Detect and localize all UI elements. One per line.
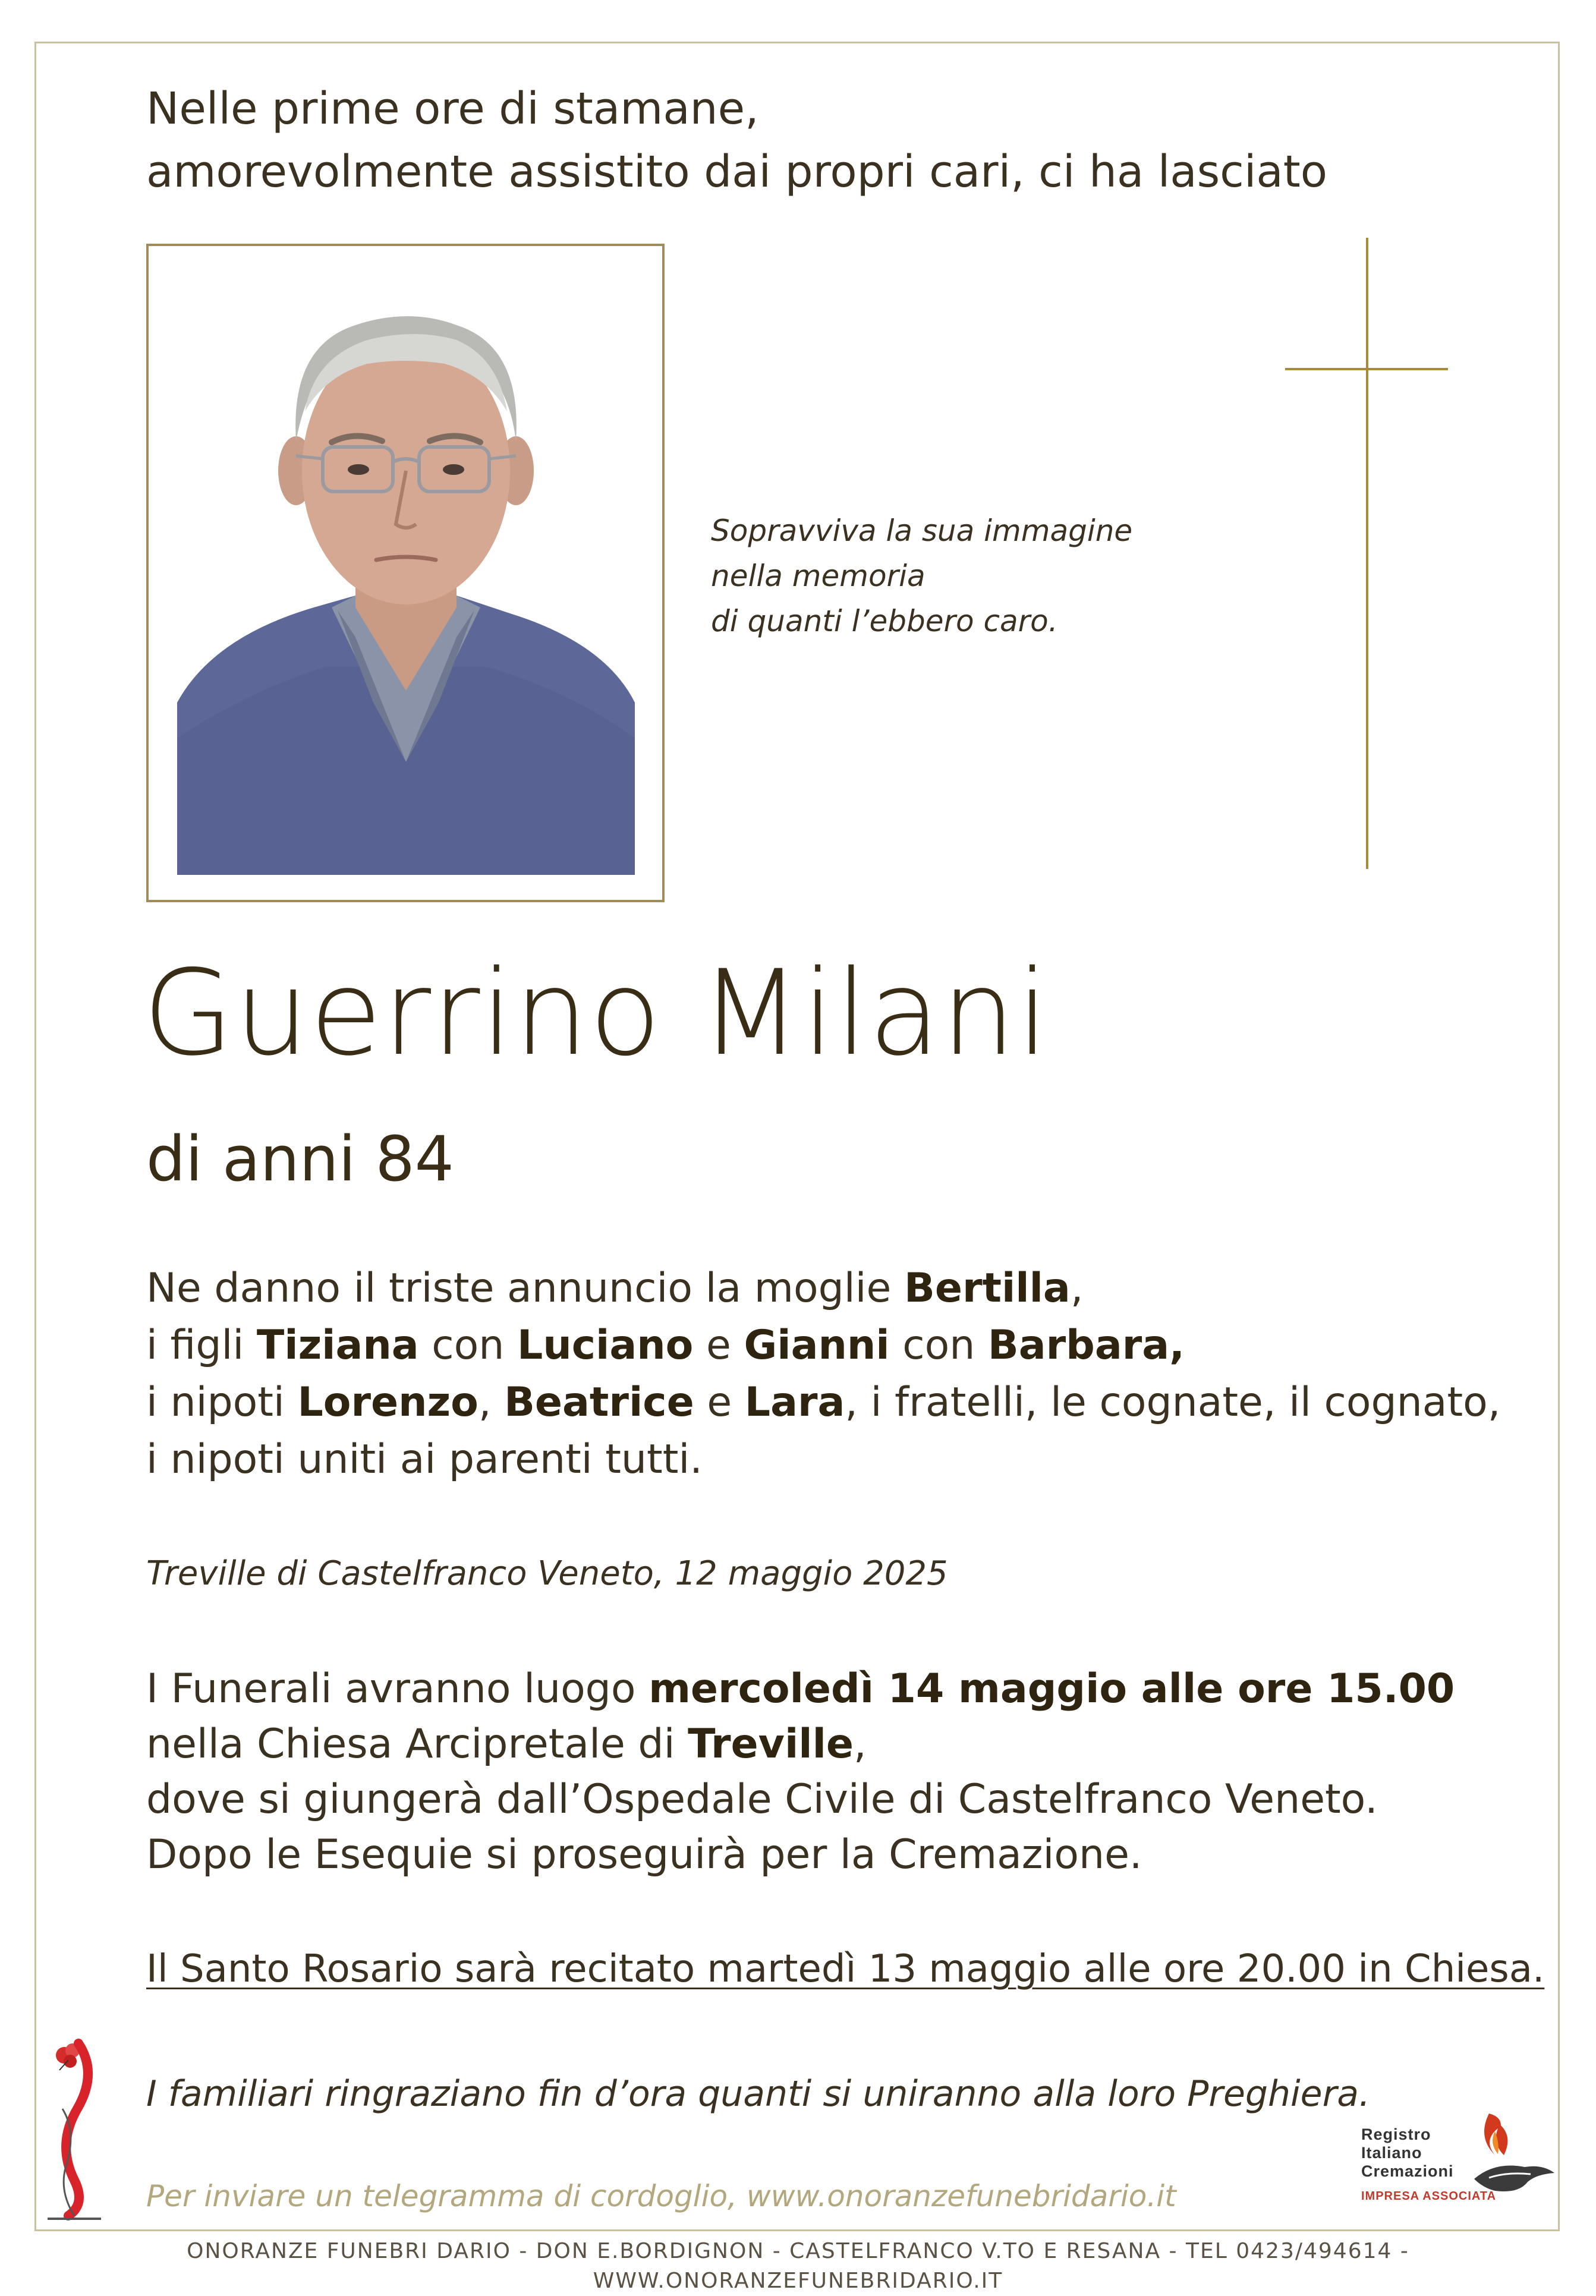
- funeral-details: [146, 1661, 1455, 1882]
- cross-icon-arm: [1285, 368, 1448, 370]
- text-span: ,: [854, 1721, 867, 1768]
- registro-logo-text: [1361, 2125, 1454, 2181]
- ribbon-flower-icon: [42, 2037, 107, 2222]
- relative-name: Tiziana: [256, 1322, 419, 1369]
- funeral-datetime: mercoledì 14 maggio alle ore 15.00: [649, 1665, 1455, 1712]
- text-span: i nipoti: [146, 1379, 298, 1426]
- funeral-line-1: [146, 1661, 1455, 1717]
- intro-text: [146, 77, 1327, 203]
- funeral-line-3: dove si giungerà dall’Ospedale Civile di Castelfranco Veneto.: [146, 1776, 1378, 1823]
- family-thanks: I familiari ringraziano fin d’ora quanti si uniranno alla loro Preghiera.: [146, 2073, 1371, 2115]
- relative-name: Luciano: [517, 1322, 694, 1369]
- text-span: ,: [478, 1379, 505, 1426]
- relative-name: Barbara,: [987, 1322, 1185, 1369]
- registro-subtitle: IMPRESA ASSOCIATA: [1361, 2190, 1497, 2203]
- relative-name: Gianni: [744, 1322, 890, 1369]
- quote-line-1: Sopravviva la sua immagine: [711, 514, 1133, 548]
- rosary-notice: Il Santo Rosario sarà recitato martedì 13 maggio alle ore 20.00 in Chiesa.: [146, 1947, 1545, 1991]
- text-span: con: [418, 1322, 517, 1369]
- text-span: i figli: [146, 1322, 257, 1369]
- text-span: nella Chiesa Arcipretale di: [146, 1721, 688, 1768]
- footer-contact: ONORANZE FUNEBRI DARIO - DON E.BORDIGNON - CASTELFRANCO V.TO E RESANA - TEL 0423/494614 - WWW.ONORANZEFUNEBRIDARIO.IT: [187, 2239, 1409, 2293]
- text-span: Ne danno il triste annuncio la moglie: [146, 1265, 904, 1312]
- funeral-line-2: [146, 1717, 1455, 1772]
- intro-line-1: Nelle prime ore di stamane,: [146, 83, 759, 134]
- portrait-photo: [177, 275, 635, 875]
- announcement-line-2: [146, 1317, 1500, 1374]
- quote-line-2: nella memoria: [711, 559, 926, 593]
- text-span: e: [693, 1322, 744, 1369]
- text-span: ,: [1070, 1265, 1084, 1312]
- registro-cremazioni-logo: [1361, 2108, 1557, 2224]
- funeral-line-4: Dopo le Esequie si proseguirà per la Cremazione.: [146, 1831, 1142, 1878]
- funeral-place: Treville: [688, 1721, 854, 1768]
- relative-name: Bertilla: [904, 1265, 1071, 1312]
- relative-name: Lorenzo: [297, 1379, 479, 1426]
- portrait-frame: [146, 244, 665, 902]
- place-date: Treville di Castelfranco Veneto, 12 maggio 2025: [146, 1554, 948, 1593]
- registro-line-2: Italiano: [1361, 2144, 1422, 2162]
- announcement-line-3: [146, 1374, 1500, 1431]
- deceased-name: Guerrino Milani: [143, 944, 1050, 1082]
- announcement-line-1: [146, 1260, 1500, 1317]
- text-span: I Funerali avranno luogo: [146, 1665, 649, 1712]
- text-span: con: [889, 1322, 988, 1369]
- flame-dove-icon: [1471, 2108, 1557, 2209]
- telegram-link[interactable]: Per inviare un telegramma di cordoglio, www.onoranzefunebridario.it: [146, 2179, 1176, 2213]
- announcement-line-4: i nipoti uniti ai parenti tutti.: [146, 1436, 703, 1483]
- text-span: , i fratelli, le cognate, il cognato,: [845, 1379, 1501, 1426]
- announcement: [146, 1260, 1500, 1488]
- memorial-quote: [711, 508, 1132, 644]
- registro-line-3: Cremazioni: [1361, 2162, 1454, 2180]
- cross-icon: [1366, 238, 1368, 869]
- relative-name: Beatrice: [504, 1379, 694, 1426]
- text-span: e: [694, 1379, 745, 1426]
- quote-line-3: di quanti l’ebbero caro.: [711, 604, 1058, 638]
- intro-line-2: amorevolmente assistito dai propri cari, ci ha lasciato: [146, 146, 1328, 197]
- registro-line-1: Registro: [1361, 2125, 1431, 2143]
- relative-name: Lara: [744, 1379, 845, 1426]
- deceased-age: di anni 84: [146, 1123, 454, 1195]
